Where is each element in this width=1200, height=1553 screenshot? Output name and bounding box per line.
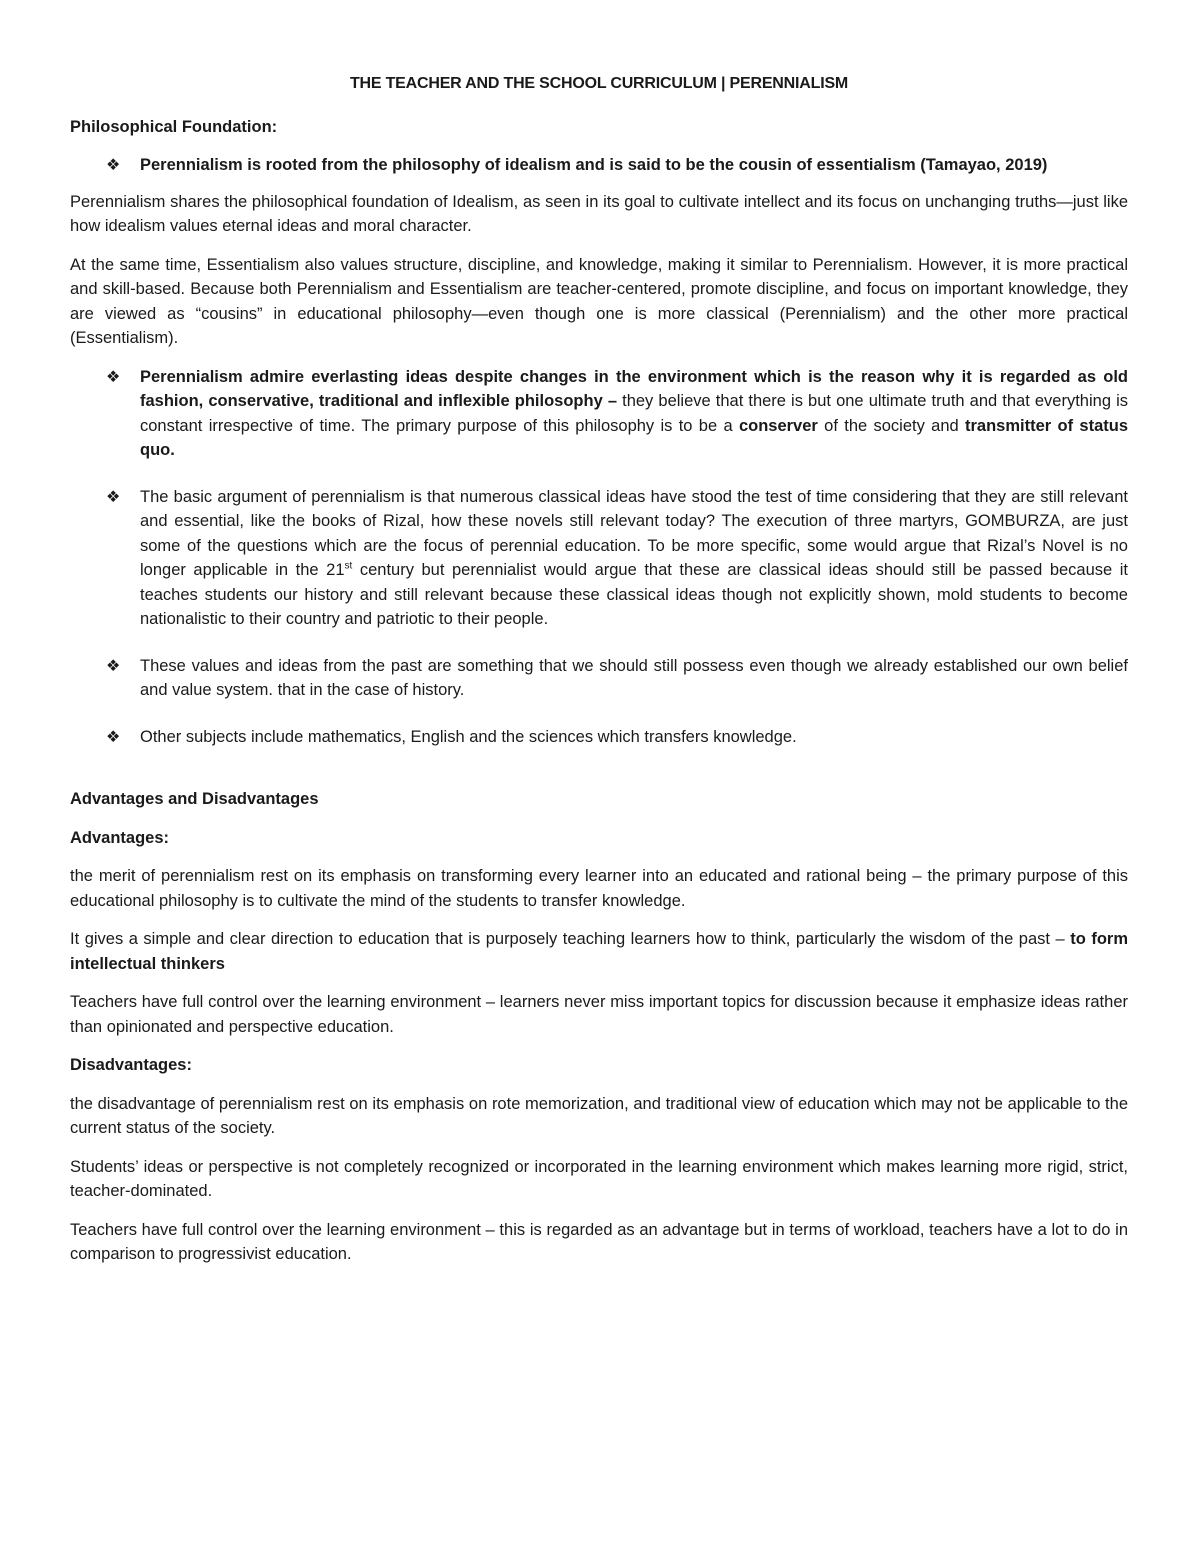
subheading-disadvantages: Disadvantages: bbox=[70, 1056, 192, 1074]
bullet-text: These values and ideas from the past are something that we should still possess even though we already established our own belief and value system. that in the case of history. bbox=[140, 656, 1128, 699]
bullet-item-1 bbox=[70, 153, 1128, 178]
section-heading-advantages-disadvantages: Advantages and Disadvantages bbox=[70, 790, 319, 808]
paragraph-disadvantage-3: Teachers have full control over the learning environment – this is regarded as an advantage but in terms of workload, teachers have a lot to do in comparison to progressivist education. bbox=[70, 1220, 1128, 1263]
bullet-text: they believe that there is but one ultimate truth and that everything is constant irrespective of time. The primary purpose of this philosophy is to be a bbox=[140, 392, 1129, 435]
paragraph-bold: to form intellectual thinkers bbox=[70, 930, 1128, 973]
bullet-text: Other subjects include mathematics, English and the sciences which transfers knowledge. bbox=[140, 727, 797, 746]
bullet-bold-term: transmitter of status quo. bbox=[140, 416, 1128, 459]
document-title: THE TEACHER AND THE SCHOOL CURRICULUM | PERENNIALISM bbox=[349, 75, 849, 92]
bullet-item-3 bbox=[70, 485, 1128, 632]
paragraph-disadvantage-2: Students’ ideas or perspective is not completely recognized or incorporated in the learning environment which makes learning more rigid, strict, teacher-dominated. bbox=[70, 1157, 1128, 1200]
bullet-text: century but perennialist would argue that these are classical ideas should still be passed because it teaches students our history and still relevant because these classical ideas though not explicitly shown, mold students to become nationalistic to their country and patriotic to their people. bbox=[140, 561, 1128, 628]
superscript: st bbox=[344, 560, 353, 572]
bullet-text: The basic argument of perennialism is that numerous classical ideas have stood the test of time considering that they are still relevant and essential, like the books of Rizal, how these novels still relevant today? The execution of three martyrs, GOMBURZA, are just some of the questions which are the focus of perennial education. To be more specific, some would argue that Rizal’s Novel is no longer applicable in the 21 bbox=[140, 487, 1128, 579]
bullet-text: Perennialism is rooted from the philosophy of idealism and is said to be the cousin of essentialism (Tamayao, 2019) bbox=[140, 156, 1048, 174]
bullet-text: of the society and bbox=[817, 416, 965, 435]
diamond-bullet-icon: ❖ bbox=[106, 366, 121, 386]
diamond-bullet-icon: ❖ bbox=[106, 155, 121, 174]
diamond-bullet-icon: ❖ bbox=[106, 655, 121, 675]
paragraph-idealism: Perennialism shares the philosophical foundation of Idealism, as seen in its goal to cultivate intellect and its focus on unchanging truths—just like how idealism values eternal ideas and moral character. bbox=[70, 192, 1128, 235]
paragraph-disadvantage-1: the disadvantage of perennialism rest on its emphasis on rote memorization, and traditional view of education which may not be applicable to the current status of the society. bbox=[70, 1094, 1128, 1137]
subheading-advantages: Advantages: bbox=[70, 828, 170, 847]
bullet-item-4 bbox=[70, 654, 1128, 703]
bullet-bold-lead: Perennialism admire everlasting ideas despite changes in the environment which is the reason why it is regarded as old fashion, conservative, traditional and inflexible philosophy – bbox=[140, 367, 1128, 410]
paragraph-advantage-2 bbox=[70, 927, 1128, 976]
paragraph-advantage-1: the merit of perennialism rest on its emphasis on transforming every learner into an educated and rational being – the primary purpose of this educational philosophy is to cultivate the mind of the students to transfer knowledge. bbox=[70, 867, 1128, 910]
diamond-bullet-icon: ❖ bbox=[106, 726, 121, 746]
paragraph-advantage-3: Teachers have full control over the learning environment – learners never miss important topics for discussion because it emphasize ideas rather than opinionated and perspective education. bbox=[70, 993, 1128, 1036]
paragraph-text: It gives a simple and clear direction to education that is purposely teaching learners how to think, particularly the wisdom of the past – bbox=[70, 930, 1071, 948]
diamond-bullet-icon: ❖ bbox=[106, 486, 121, 506]
paragraph-essentialism: At the same time, Essentialism also values structure, discipline, and knowledge, making it similar to Perennialism. However, it is more practical and skill-based. Because both Perennialism and Essentialism are teacher-centered, promote discipline, and focus on important knowledge, they are viewed as “cousins” in educational philosophy—even though one is more classical (Perennialism) and the other more practical (Essentialism). bbox=[70, 255, 1128, 347]
bullet-bold-term: conserver bbox=[738, 416, 818, 435]
bullet-item-5 bbox=[70, 725, 1128, 750]
section-heading-philosophical-foundation: Philosophical Foundation: bbox=[70, 117, 278, 136]
bullet-item-2 bbox=[70, 365, 1128, 463]
